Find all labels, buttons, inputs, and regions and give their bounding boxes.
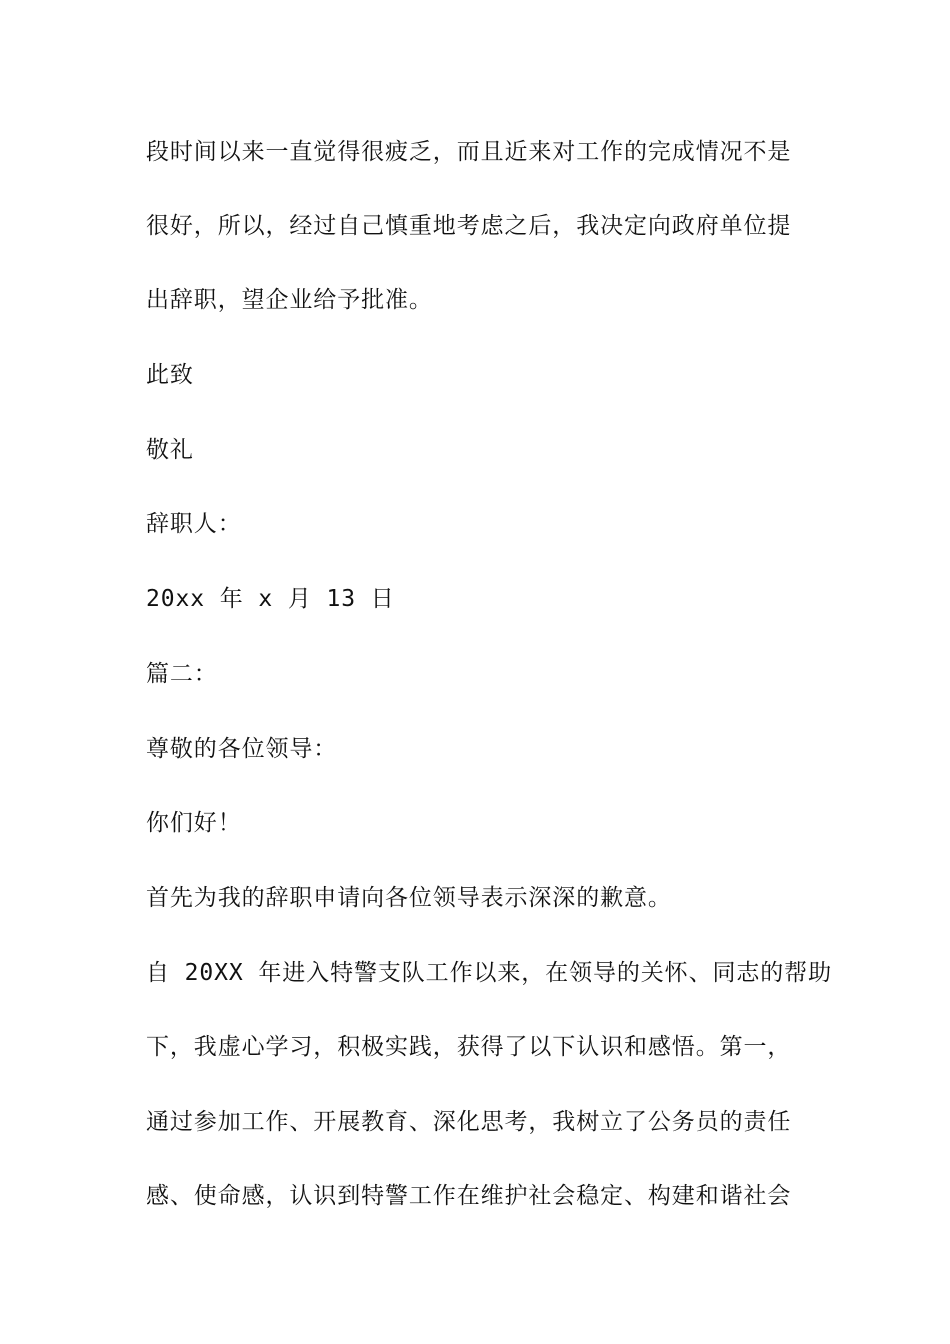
text-line-9: 尊敬的各位领导： xyxy=(146,736,338,762)
text-line-11: 首先为我的辞职申请向各位领导表示深深的歉意。 xyxy=(146,885,672,911)
text-line-15: 感、使命感，认识到特警工作在维护社会稳定、构建和谐社会 xyxy=(146,1183,792,1209)
text-line-8: 篇二： xyxy=(146,661,218,687)
text-line-3: 出辞职，望企业给予批准。 xyxy=(146,287,433,313)
text-line-4: 此致 xyxy=(146,362,194,388)
text-line-13: 下，我虚心学习，积极实践，获得了以下认识和感悟。第一， xyxy=(146,1034,792,1060)
text-line-6: 辞职人： xyxy=(146,511,242,537)
text-line-2: 很好，所以，经过自己慎重地考虑之后，我决定向政府单位提 xyxy=(146,213,792,239)
text-line-1: 段时间以来一直觉得很疲乏，而且近来对工作的完成情况不是 xyxy=(146,139,792,165)
text-line-5: 敬礼 xyxy=(146,437,194,463)
text-line-10: 你们好！ xyxy=(146,810,242,836)
text-line-12: 自 20XX 年进入特警支队工作以来，在领导的关怀、同志的帮助 xyxy=(146,960,832,986)
text-line-7: 20xx 年 x 月 13 日 xyxy=(146,586,395,612)
text-line-14: 通过参加工作、开展教育、深化思考，我树立了公务员的责任 xyxy=(146,1109,792,1135)
